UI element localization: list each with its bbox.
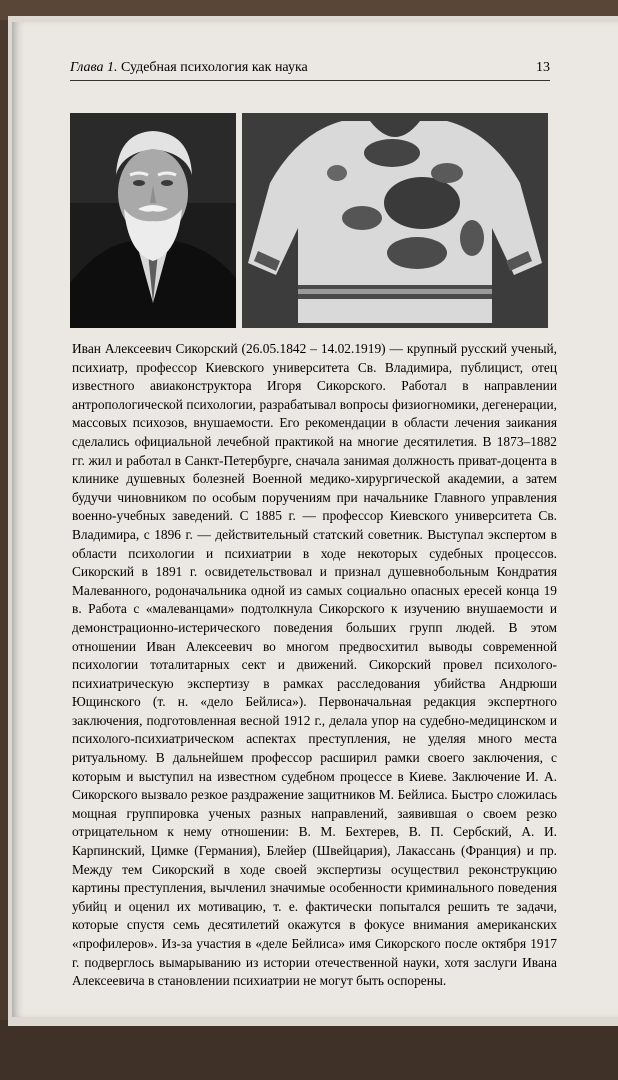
- running-header: [70, 58, 550, 81]
- table-surface-bottom: [0, 1020, 618, 1080]
- photo-caption: [72, 340, 557, 991]
- bloodstained-shirt-illustration: [242, 113, 548, 328]
- chapter-label: Глава 1.: [70, 60, 118, 75]
- facing-page-bleed-through: [578, 122, 618, 522]
- portrait-illustration: [70, 113, 236, 328]
- chapter-name: Судебная психология как наука: [120, 60, 308, 75]
- portrait-photo: [70, 113, 236, 328]
- caption-paragraph: Иван Алексеевич Сикорский (26.05.1842 – 14.02.1919) — крупный русский ученый, психиатр, профессор Киевского университета Св. Владимира, публицист, отец известного авиаконструктора Игоря Сикорского. Работал в направлении антропологической психологии, разрабатывал вопросы физиогномики, дегенерации, массовых психозов, внушаемости. Его рекомендации в области лечения заикания сделались официальной лечебной практикой на многие десятилетия. В 1873–1882 гг. жил и работал в Санкт-Петербурге, сначала занимая должность приват-доцента в клинике душевных болезней Военной медико-хирургической академии, а затем будучи чиновником по особым поручениям при начальнике Главного управления военно-учебных заведений. С 1885 г. — профессор Киевского университета Св. Владимира, с 1896 г. — действительный статский советник. Выступал экспертом в области психологии и психиатрии в ходе некоторых судебных процессов. Сикорский в 1891 г. освидетельствовал и признал душевнобольным Кондратия Малеванного, родоначальника одной из самых социально опасных ересей конца 19 в. Работа с «малеванцами» подтолкнула Сикорского к изучению внушаемости и демонстрационно-истерического поведения больших групп людей. В этом отношении Иван Алексеевич во многом предвосхитил выводы современной психологии тоталитарных сект и движений. Сикорский провел психолого-психиатрическую экспертизу в рамках расследования убийства Андрюши Ющинского (т. н. «дело Бейлиса»). Первоначальная редакция экспертного заключения, подготовленная весной 1912 г., делала упор на судебно-медицинском и психолого-психиатрическом аспектах преступления, не уделяя много места ритуальному. В дальнейшем профессор расширил рамки своего заключения, с которым и выступил на известном судебном процессе в Киеве. Заключение И. А. Сикорского вызвало резкое раздражение защитников М. Бейлиса. Быстро сложилась мощная группировка ученых разных направлений, заявившая о своем резко отрицательном к нему отношении: В. М. Бехтерев, В. П. Сербский, А. И. Карпинский, Цимке (Германия), Блейер (Швейцария), Лакассань (Франция) и пр. Между тем Сикорский в ходе своей экспертизы осуществил реконструкцию картины преступления, вычленил значимые особенности криминального поведения убийц и оценил их мотивацию, т. е. фактически попытался решить те задачи, которые спустя семь десятилетий окажутся в фокусе внимания американских «профилеров». Из-за участия в «деле Бейлиса» имя Сикорского после октября 1917 г. подверглось вымарыванию из истории отечественной науки, хотя заслуги Ивана Алексеевича в становлении психиатрии не могут быть оспорены.: [72, 341, 557, 989]
- chapter-title: [70, 60, 308, 76]
- shirt-photo: [242, 113, 548, 328]
- page-number: 13: [536, 60, 550, 75]
